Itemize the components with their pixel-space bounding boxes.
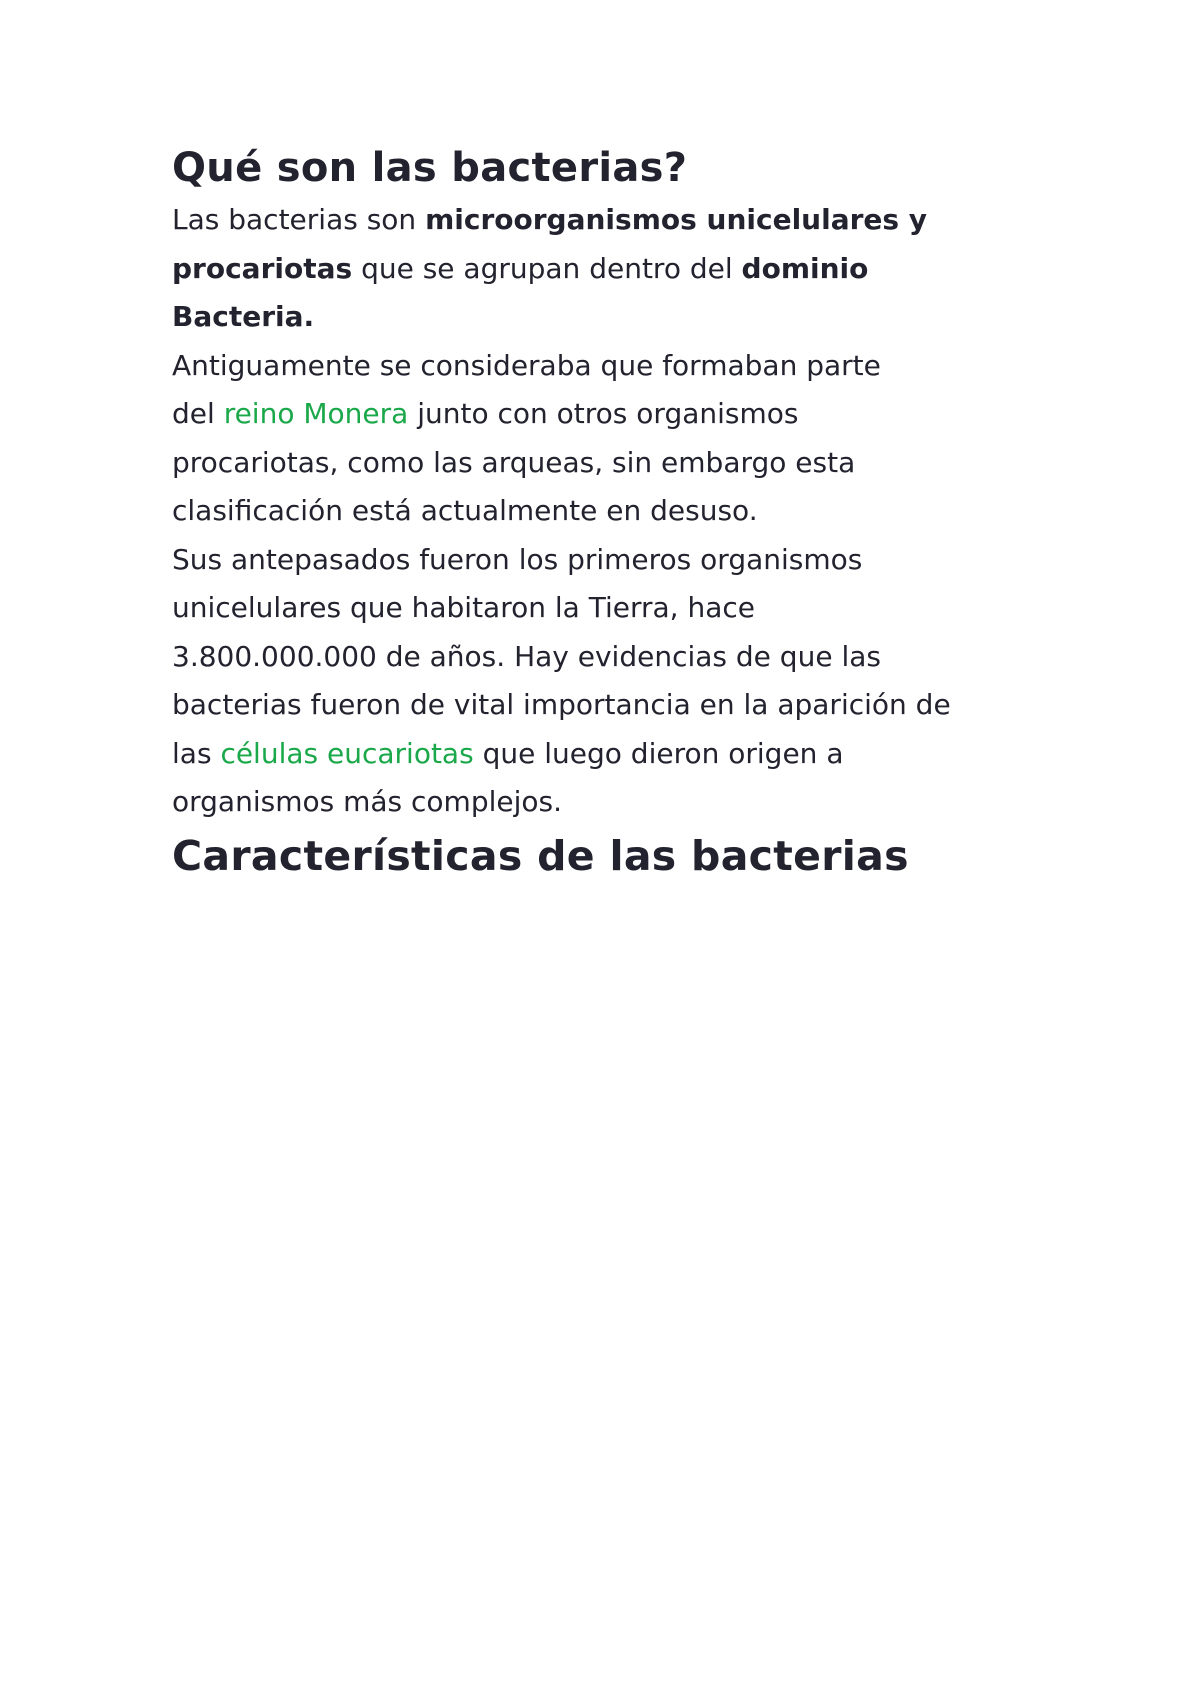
page-title: Qué son las bacterias? xyxy=(172,145,688,191)
ancestors-line-2: unicelulares que habitaron la Tierra, hace xyxy=(172,591,755,624)
intro-bold-term: microorganismos unicelulares y xyxy=(425,203,928,236)
ancestors-line-1: Sus antepasados fueron los primeros organismos xyxy=(172,542,863,576)
intro-bold-term: procariotas xyxy=(172,251,353,285)
reino-monera-link[interactable]: reino Monera xyxy=(223,397,409,430)
history-line-1: Antiguamente se consideraba que formaban parte xyxy=(172,348,881,382)
history-line-3: procariotas, como las arqueas, sin embargo esta xyxy=(172,445,856,479)
history-paragraph xyxy=(172,342,1052,536)
celulas-eucariotas-link[interactable]: células eucariotas xyxy=(220,736,474,770)
intro-line-3 xyxy=(172,293,1052,342)
history-text: junto con otros organismos xyxy=(408,397,799,430)
intro-text: que se agrupan dentro del xyxy=(352,251,742,285)
ancestors-paragraph xyxy=(172,536,1052,827)
intro-line-1 xyxy=(172,196,1052,245)
ancestors-line-3: 3.800.000.000 de años. Hay evidencias de que las xyxy=(172,639,881,673)
ancestors-line-5 xyxy=(172,730,1052,779)
history-text: del xyxy=(172,397,224,430)
intro-bold-term: Bacteria. xyxy=(172,300,315,333)
history-line-4: clasificación está actualmente en desuso. xyxy=(172,494,758,527)
document-page xyxy=(172,140,1052,885)
ancestors-line-4: bacterias fueron de vital importancia en la aparición de xyxy=(172,688,951,721)
ancestors-line-6: organismos más complejos. xyxy=(172,785,562,818)
intro-text: Las bacterias son xyxy=(172,203,426,236)
ancestors-text: que luego dieron origen a xyxy=(473,736,844,770)
section-heading: Características de las bacterias xyxy=(172,831,909,880)
ancestors-text: las xyxy=(172,736,221,770)
intro-line-2 xyxy=(172,245,1052,294)
intro-paragraph xyxy=(172,196,1052,342)
intro-bold-term: dominio xyxy=(741,251,869,285)
history-line-2 xyxy=(172,390,1052,439)
